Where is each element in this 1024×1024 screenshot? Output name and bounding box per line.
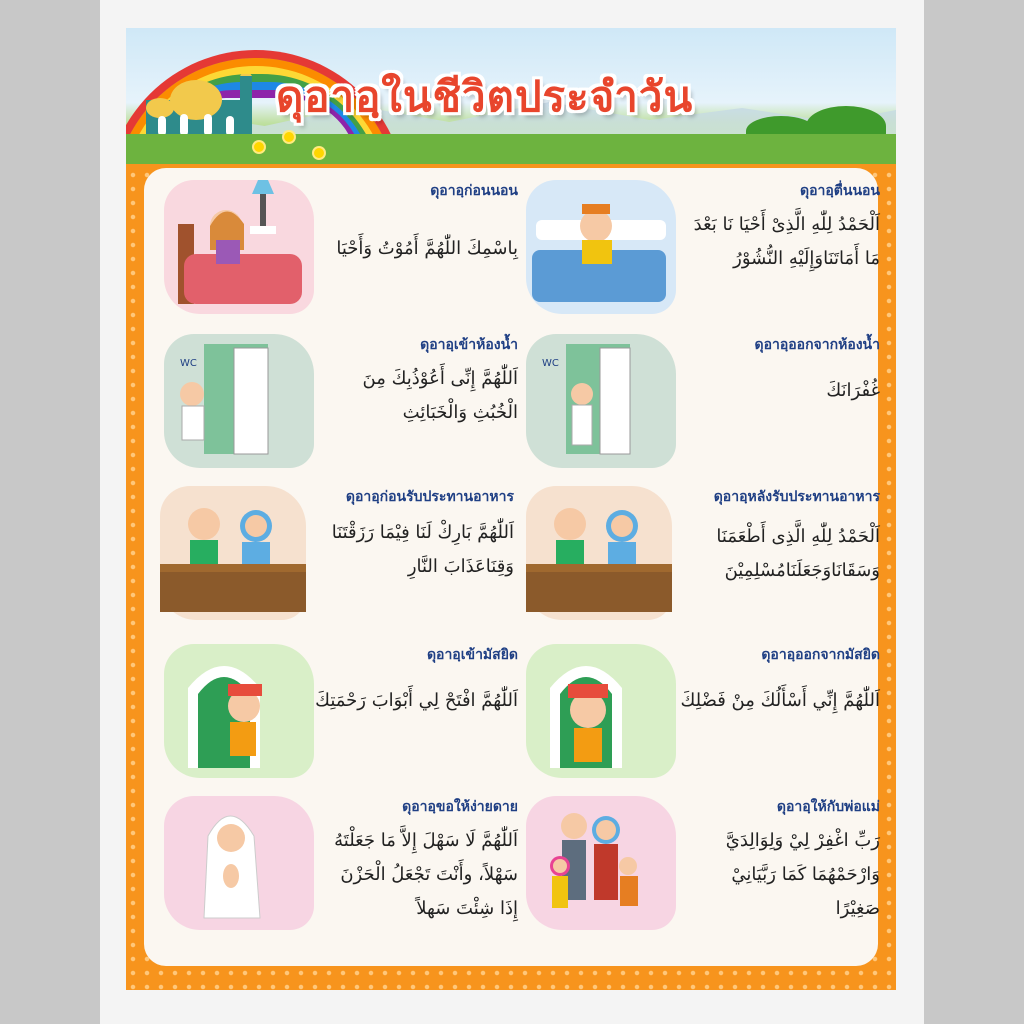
dua-line: بِاسْمِكَ اللّٰهُمَّ أَمُوْتُ وَأَحْيَا xyxy=(336,238,518,259)
dua-line: مَا أَمَاتَنَاوَإِلَيْهِ النُّشُوْرُ xyxy=(733,248,880,269)
dua-arabic-text xyxy=(318,232,518,266)
girl-praying-icon xyxy=(164,796,314,930)
card-leave-mosque xyxy=(526,644,886,794)
dua-title: ดุอาอฺเข้าห้องน้ำ xyxy=(420,337,518,353)
dua-arabic-text xyxy=(640,208,880,276)
card-after-meal xyxy=(526,486,886,636)
poster-title: ดุอาอฺในชีวิตประจำวัน xyxy=(276,72,694,121)
dua-line: وَسَقَانَاوَجَعَلَنَامُسْلِمِيْنَ xyxy=(724,560,880,581)
flower-icon xyxy=(284,132,294,142)
dua-title: ดุอาอฺหลังรับประทานอาหาร xyxy=(713,489,880,505)
dua-line: وَقِنَاعَذَابَ النَّارِ xyxy=(407,556,514,577)
dua-arabic-text xyxy=(670,824,880,926)
dua-line: اَللّٰهُمَّ إِنِّى أَعُوْذُبِكَ مِنَ xyxy=(362,368,518,389)
dua-arabic-text xyxy=(680,520,880,588)
children-at-table-icon xyxy=(160,486,306,620)
girl-sleeping-in-bed-icon xyxy=(164,180,314,314)
boy-leaving-mosque-icon xyxy=(526,644,676,778)
dua-line: رَبِّ اغْفِرْ لِيْ وَلِوَالِدَيَّ xyxy=(725,830,880,851)
dua-line: اَللّٰهُمَّ بَارِكْ لَنَا فِيْمَا رَزَقْتَنَا xyxy=(331,522,514,543)
dua-line: صَغِيْرًا xyxy=(835,898,880,919)
card-enter-toilet xyxy=(164,334,524,484)
card-enter-mosque xyxy=(164,644,524,794)
boy-entering-mosque-icon xyxy=(164,644,314,778)
dua-arabic-text xyxy=(680,374,880,408)
dua-title: ดุอาอฺเข้ามัสยิด xyxy=(426,647,518,663)
dua-line: غُفْرَانَكَ xyxy=(826,380,880,401)
card-for-parents xyxy=(526,796,886,966)
dua-title: ดุอาอฺออกจากมัสยิด xyxy=(761,647,880,663)
dua-line: اَلْحَمْدُ لِلّٰهِ الَّذِىْ أَحْيَا نَا بَعْدَ xyxy=(693,214,880,235)
dua-arabic-text xyxy=(318,824,518,926)
dua-line: اَللّٰهُمَّ إِنِّي أَسْأَلُكَ مِنْ فَضْلِكَ xyxy=(680,690,880,711)
dua-line: الْخُبُثِ وَالْخَبَائِثِ xyxy=(402,402,518,423)
dua-arabic-text xyxy=(308,684,518,718)
svg-text:WC: WC xyxy=(180,358,197,369)
dua-title: ดุอาอฺตื่นนอน xyxy=(800,183,880,199)
grass xyxy=(126,134,896,164)
flower-icon xyxy=(254,142,264,152)
dua-line: اَلْحَمْدُ لِلّٰهِ الَّذِى أَطْعَمَنَا xyxy=(716,526,880,547)
dua-line: اَللّٰهُمَّ افْتَحْ لِي أَبْوَابَ رَحْمَتِكَ xyxy=(315,690,518,711)
dua-line: وَارْحَمْهُمَا كَمَا رَبَّيَانِيْ xyxy=(731,864,880,885)
card-ask-ease xyxy=(164,796,524,966)
dua-title: ดุอาอฺให้กับพ่อแม่ xyxy=(776,799,880,815)
card-before-meal xyxy=(160,486,520,636)
svg-text:WC: WC xyxy=(542,358,559,369)
dua-arabic-text xyxy=(668,684,880,718)
card-leave-toilet xyxy=(526,334,886,484)
dua-title: ดุอาอฺออกจากห้องน้ำ xyxy=(754,337,880,353)
family-icon xyxy=(526,796,676,930)
dua-line: اَللّٰهُمَّ لَا سَهْلَ إِلاَّ مَا جَعَلْتَهُ xyxy=(334,830,518,851)
children-at-table-icon xyxy=(526,486,672,620)
mosque-icon xyxy=(136,74,256,136)
boy-entering-wc-icon xyxy=(164,334,314,468)
dua-arabic-text xyxy=(314,516,514,584)
dua-arabic-text xyxy=(318,362,518,430)
dua-title: ดุอาอฺก่อนรับประทานอาหาร xyxy=(345,489,514,505)
card-wake-up xyxy=(526,180,886,330)
card-before-sleep xyxy=(164,180,524,330)
dua-line: إِذَا شِئْتَ سَهلاً xyxy=(416,898,518,919)
boy-leaving-wc-icon xyxy=(526,334,676,468)
dua-line: سَهْلاً، وأَنْتَ تَجْعَلُ الْحَزْنَ xyxy=(340,864,518,885)
flower-icon xyxy=(314,148,324,158)
dua-title: ดุอาอฺก่อนนอน xyxy=(430,183,518,199)
dua-title: ดุอาอฺขอให้ง่ายดาย xyxy=(402,799,518,815)
